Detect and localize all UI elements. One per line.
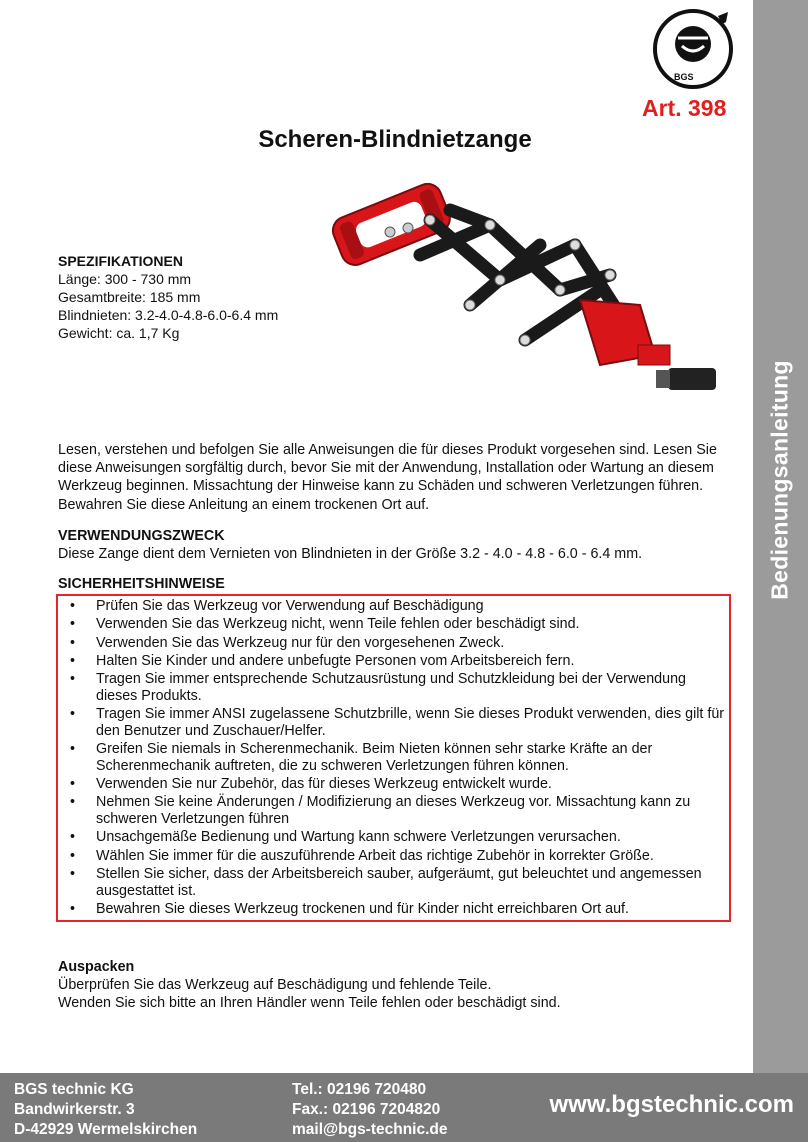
unpack-line: Überprüfen Sie das Werkzeug auf Beschädigung und fehlende Teile. [58, 977, 492, 993]
footer-contact [292, 1080, 448, 1140]
spec-line: Gesamtbreite: 185 mm [58, 289, 201, 305]
unpack-line: Wenden Sie sich bitte an Ihren Händler wenn Teile fehlen oder beschädigt sind. [58, 995, 561, 1011]
specs-heading: SPEZIFIKATIONEN [58, 253, 183, 269]
list-item: • Verwenden Sie nur Zubehör, das für dieses Werkzeug entwickelt wurde. [58, 776, 726, 793]
list-item: • Bewahren Sie dieses Werkzeug trockenen und für Kinder nicht erreichbaren Ort auf. [58, 901, 726, 918]
list-item: • Tragen Sie immer ANSI zugelassene Schutzbrille, wenn Sie dieses Produkt verwenden, dies gilt für den Benutzer und Zuschauer/Helfer. [58, 706, 726, 739]
list-item: • Wählen Sie immer für die auszuführende Arbeit das richtige Zubehör in korrekter Größe. [58, 848, 726, 865]
city: D-42929 Wermelskirchen [14, 1121, 198, 1138]
footer [0, 1073, 808, 1142]
spec-line: Blindnieten: 3.2-4.0-4.8-6.0-6.4 mm [58, 307, 279, 323]
list-item: • Verwenden Sie das Werkzeug nur für den vorgesehenen Zweck. [58, 635, 726, 652]
list-item: • Prüfen Sie das Werkzeug vor Verwendung auf Beschädigung [58, 598, 726, 615]
list-item: • Stellen Sie sicher, dass der Arbeitsbereich sauber, aufgeräumt, gut beleuchtet und angemessen ausgestattet ist. [58, 866, 726, 899]
street: Bandwirkerstr. 3 [14, 1101, 135, 1118]
bgs-logo [652, 8, 734, 90]
page-title: Scheren-Blindnietzange [258, 126, 532, 153]
spec-line: Länge: 300 - 730 mm [58, 271, 192, 287]
list-item: • Unsachgemäße Bedienung und Wartung kann schwere Verletzungen verursachen. [58, 829, 726, 846]
list-item: • Tragen Sie immer entsprechende Schutzausrüstung und Schutzkleidung bei der Verwendung dieses Produkts. [58, 671, 726, 704]
tool-image [320, 180, 720, 410]
fax: Fax.: 02196 7204820 [292, 1101, 441, 1118]
safety-list [58, 598, 726, 919]
list-item: • Greifen Sie niemals in Scherenmechanik. Beim Nieten können sehr starke Kräfte an der Scherenmechanik auftreten, die zu schweren Verletzungen führen können. [58, 741, 726, 774]
intro-paragraph [58, 441, 728, 514]
usage-section [58, 527, 738, 563]
footer-address [14, 1080, 197, 1140]
svg-text:BGS: BGS [674, 72, 694, 82]
intro-text: Lesen, verstehen und befolgen Sie alle Anweisungen die für dieses Produkt vorgesehen sind. Lesen Sie diese Anweisungen sorgfältig durch, bevor Sie mit der Anwendung, Installation oder Wartung an diesem Werkzeug beginnen. Missachtung der Hinweise kann zu Schäden und schweren Verletzungen führen. Bewahren Sie diese Anleitung an einem trockenen Ort auf. [58, 442, 717, 513]
usage-heading: VERWENDUNGSZWECK [58, 528, 225, 544]
phone: Tel.: 02196 720480 [292, 1081, 427, 1098]
website-link[interactable]: www.bgstechnic.com [549, 1091, 794, 1118]
email-link[interactable]: mail@bgs-technic.de [292, 1121, 448, 1138]
specifications [58, 252, 278, 342]
list-item: • Halten Sie Kinder und andere unbefugte Personen vom Arbeitsbereich fern. [58, 653, 726, 670]
usage-text: Diese Zange dient dem Vernieten von Blindnieten in der Größe 3.2 - 4.0 - 4.8 - 6.0 - 6.4 mm. [58, 546, 643, 562]
unpack-section [58, 958, 748, 1012]
safety-heading: SICHERHEITSHINWEISE [58, 576, 225, 592]
company-name: BGS technic KG [14, 1081, 134, 1098]
sidebar-label: Bedienungsanleitung [766, 360, 793, 600]
unpack-heading: Auspacken [58, 959, 135, 975]
spec-line: Gewicht: ca. 1,7 Kg [58, 325, 180, 341]
list-item: • Nehmen Sie keine Änderungen / Modifizierung an dieses Werkzeug vor. Missachtung kann zu schweren Verletzungen führen [58, 794, 726, 827]
list-item: • Verwenden Sie das Werkzeug nicht, wenn Teile fehlen oder beschädigt sind. [58, 616, 726, 633]
article-number: Art. 398 [642, 95, 727, 121]
